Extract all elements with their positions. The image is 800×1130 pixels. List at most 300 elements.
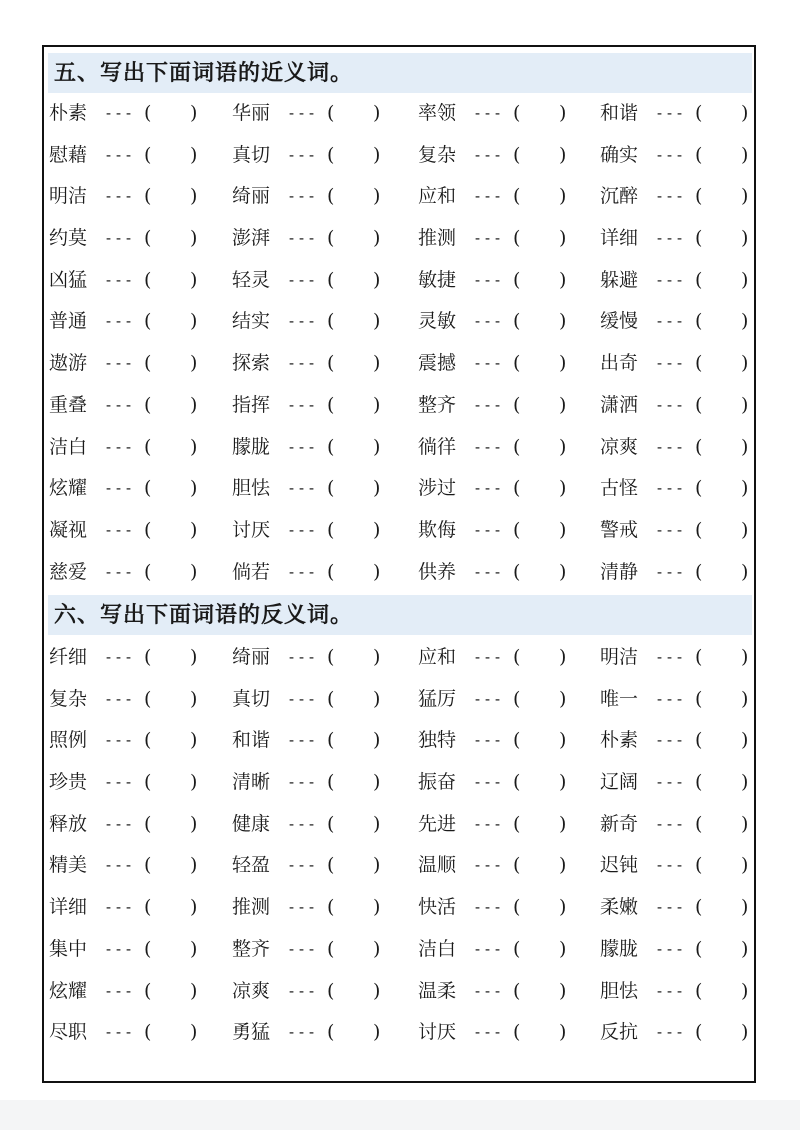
prompt-word: 明洁	[49, 185, 88, 208]
prompt-word: 率领	[418, 102, 457, 124]
answer-open-paren: (	[144, 896, 152, 919]
prompt-word: 普通	[49, 310, 88, 333]
dash-connector: ---	[104, 104, 135, 122]
dash-connector: ---	[473, 229, 504, 248]
exercise-item	[227, 301, 417, 343]
dash-connector: ---	[287, 354, 318, 373]
prompt-word: 先进	[418, 812, 457, 835]
exercise-item	[227, 762, 417, 804]
exercise-row	[44, 637, 754, 679]
exercise-item	[227, 385, 417, 427]
answer-open-paren: (	[513, 896, 521, 919]
dash-connector: ---	[473, 354, 504, 373]
prompt-word: 应和	[418, 646, 457, 668]
answer-close-paren: )	[559, 310, 567, 333]
exercise-row	[44, 804, 754, 846]
exercise-row	[44, 218, 754, 260]
exercise-item	[227, 218, 417, 260]
exercise-item	[413, 971, 603, 1013]
answer-open-paren: (	[513, 771, 521, 794]
exercise-row	[44, 135, 754, 177]
answer-open-paren: (	[327, 393, 335, 416]
dash-connector: ---	[104, 856, 135, 875]
dash-connector: ---	[287, 145, 318, 164]
answer-close-paren: )	[190, 1021, 198, 1044]
exercise-item	[227, 637, 417, 679]
exercise-row	[44, 679, 754, 721]
exercise-item	[44, 218, 234, 260]
answer-open-paren: (	[513, 687, 521, 710]
prompt-word: 照例	[49, 729, 88, 752]
dash-connector: ---	[104, 898, 135, 917]
dash-connector: ---	[655, 187, 686, 206]
answer-open-paren: (	[695, 227, 703, 250]
exercise-item	[413, 510, 603, 552]
dash-connector: ---	[104, 648, 135, 666]
exercise-item	[595, 637, 785, 679]
answer-open-paren: (	[513, 393, 521, 416]
exercise-item	[595, 887, 785, 929]
prompt-word: 精美	[49, 854, 88, 877]
dash-connector: ---	[473, 939, 504, 958]
answer-close-paren: )	[373, 687, 381, 710]
answer-close-paren: )	[559, 937, 567, 960]
exercise-row	[44, 510, 754, 552]
answer-open-paren: (	[144, 1021, 152, 1044]
dash-connector: ---	[287, 981, 318, 1000]
dash-connector: ---	[473, 773, 504, 792]
answer-close-paren: )	[190, 518, 198, 541]
exercise-row	[44, 260, 754, 302]
answer-open-paren: (	[513, 937, 521, 960]
prompt-word: 洁白	[418, 937, 457, 960]
exercise-item	[44, 720, 234, 762]
answer-open-paren: (	[695, 646, 703, 668]
dash-connector: ---	[287, 229, 318, 248]
answer-open-paren: (	[327, 687, 335, 710]
answer-close-paren: )	[373, 896, 381, 919]
exercise-item	[44, 762, 234, 804]
dash-connector: ---	[287, 856, 318, 875]
answer-open-paren: (	[695, 1021, 703, 1044]
answer-open-paren: (	[327, 143, 335, 166]
answer-close-paren: )	[559, 477, 567, 500]
answer-open-paren: (	[513, 185, 521, 208]
dash-connector: ---	[655, 773, 686, 792]
answer-open-paren: (	[327, 268, 335, 291]
exercise-item	[227, 552, 417, 594]
prompt-word: 胆怯	[232, 477, 271, 500]
answer-close-paren: )	[559, 687, 567, 710]
answer-open-paren: (	[695, 268, 703, 291]
answer-open-paren: (	[513, 435, 521, 458]
dash-connector: ---	[473, 520, 504, 539]
exercise-item	[595, 762, 785, 804]
prompt-word: 胆怯	[600, 979, 639, 1002]
answer-close-paren: )	[373, 227, 381, 250]
answer-close-paren: )	[190, 687, 198, 710]
dash-connector: ---	[287, 479, 318, 498]
dash-connector: ---	[655, 229, 686, 248]
answer-close-paren: )	[559, 979, 567, 1002]
dash-connector: ---	[287, 187, 318, 206]
dash-connector: ---	[287, 1023, 318, 1042]
dash-connector: ---	[104, 520, 135, 539]
prompt-word: 振奋	[418, 771, 457, 794]
prompt-word: 和谐	[600, 102, 639, 124]
exercise-item	[595, 929, 785, 971]
answer-open-paren: (	[513, 477, 521, 500]
answer-close-paren: )	[741, 227, 749, 250]
exercise-item	[595, 135, 785, 177]
prompt-word: 指挥	[232, 393, 271, 416]
dash-connector: ---	[473, 562, 504, 581]
exercise-row	[44, 971, 754, 1013]
exercise-item	[595, 93, 785, 135]
prompt-word: 朦胧	[600, 937, 639, 960]
prompt-word: 集中	[49, 937, 88, 960]
exercise-item	[413, 804, 603, 846]
dash-connector: ---	[473, 689, 504, 708]
prompt-word: 复杂	[49, 687, 88, 710]
dash-connector: ---	[655, 856, 686, 875]
answer-open-paren: (	[144, 477, 152, 500]
answer-open-paren: (	[513, 812, 521, 835]
exercise-item	[413, 929, 603, 971]
answer-open-paren: (	[695, 854, 703, 877]
answer-open-paren: (	[695, 393, 703, 416]
answer-close-paren: )	[190, 937, 198, 960]
answer-close-paren: )	[373, 1021, 381, 1044]
dash-connector: ---	[104, 229, 135, 248]
exercise-item	[227, 845, 417, 887]
exercise-item	[413, 93, 603, 135]
answer-open-paren: (	[144, 393, 152, 416]
answer-open-paren: (	[327, 185, 335, 208]
answer-close-paren: )	[741, 646, 749, 668]
exercise-row	[44, 887, 754, 929]
exercise-item	[413, 218, 603, 260]
prompt-word: 徜徉	[418, 435, 457, 458]
exercise-item	[44, 301, 234, 343]
dash-connector: ---	[473, 479, 504, 498]
answer-close-paren: )	[559, 896, 567, 919]
exercise-item	[595, 679, 785, 721]
prompt-word: 尽职	[49, 1021, 88, 1044]
answer-open-paren: (	[327, 771, 335, 794]
prompt-word: 凝视	[49, 518, 88, 541]
answer-open-paren: (	[695, 896, 703, 919]
exercise-item	[44, 385, 234, 427]
answer-close-paren: )	[741, 979, 749, 1002]
answer-close-paren: )	[559, 854, 567, 877]
prompt-word: 缓慢	[600, 310, 639, 333]
dash-connector: ---	[655, 354, 686, 373]
exercise-item	[44, 260, 234, 302]
exercise-item	[227, 929, 417, 971]
prompt-word: 复杂	[418, 143, 457, 166]
dash-connector: ---	[655, 1023, 686, 1042]
dash-connector: ---	[473, 731, 504, 750]
dash-connector: ---	[473, 856, 504, 875]
dash-connector: ---	[287, 773, 318, 792]
answer-open-paren: (	[695, 143, 703, 166]
prompt-word: 绮丽	[232, 185, 271, 208]
prompt-word: 朴素	[49, 102, 88, 124]
exercise-item	[44, 176, 234, 218]
dash-connector: ---	[104, 731, 135, 750]
prompt-word: 迟钝	[600, 854, 639, 877]
answer-close-paren: )	[373, 560, 381, 583]
section-6-rows	[44, 637, 754, 1054]
prompt-word: 轻灵	[232, 268, 271, 291]
exercise-item	[595, 720, 785, 762]
answer-open-paren: (	[513, 560, 521, 583]
prompt-word: 朦胧	[232, 435, 271, 458]
exercise-item	[595, 176, 785, 218]
answer-open-paren: (	[327, 310, 335, 333]
dash-connector: ---	[104, 437, 135, 456]
exercise-item	[227, 468, 417, 510]
exercise-item	[413, 845, 603, 887]
prompt-word: 涉过	[418, 477, 457, 500]
answer-close-paren: )	[741, 937, 749, 960]
exercise-row	[44, 93, 754, 135]
answer-close-paren: )	[190, 393, 198, 416]
dash-connector: ---	[287, 689, 318, 708]
exercise-row	[44, 427, 754, 469]
exercise-row	[44, 929, 754, 971]
answer-open-paren: (	[513, 102, 521, 124]
answer-close-paren: )	[741, 729, 749, 752]
answer-close-paren: )	[190, 435, 198, 458]
answer-open-paren: (	[513, 646, 521, 668]
answer-open-paren: (	[695, 560, 703, 583]
answer-close-paren: )	[741, 560, 749, 583]
answer-close-paren: )	[741, 518, 749, 541]
answer-close-paren: )	[190, 646, 198, 668]
exercise-item	[595, 260, 785, 302]
exercise-item	[595, 1012, 785, 1054]
answer-open-paren: (	[327, 812, 335, 835]
answer-close-paren: )	[190, 102, 198, 124]
prompt-word: 详细	[49, 896, 88, 919]
prompt-word: 潇洒	[600, 393, 639, 416]
exercise-item	[227, 343, 417, 385]
exercise-item	[44, 637, 234, 679]
answer-open-paren: (	[144, 771, 152, 794]
prompt-word: 供养	[418, 560, 457, 583]
exercise-item	[595, 218, 785, 260]
prompt-word: 真切	[232, 143, 271, 166]
section-5-rows	[44, 93, 754, 593]
answer-close-paren: )	[190, 729, 198, 752]
prompt-word: 灵敏	[418, 310, 457, 333]
answer-close-paren: )	[373, 352, 381, 375]
exercise-item	[413, 385, 603, 427]
answer-close-paren: )	[190, 268, 198, 291]
answer-close-paren: )	[373, 393, 381, 416]
prompt-word: 快活	[418, 896, 457, 919]
answer-open-paren: (	[513, 143, 521, 166]
dash-connector: ---	[104, 395, 135, 414]
answer-close-paren: )	[741, 102, 749, 124]
exercise-item	[413, 343, 603, 385]
exercise-item	[44, 552, 234, 594]
exercise-row	[44, 552, 754, 594]
answer-open-paren: (	[327, 518, 335, 541]
answer-open-paren: (	[513, 979, 521, 1002]
prompt-word: 探索	[232, 352, 271, 375]
answer-close-paren: )	[373, 310, 381, 333]
dash-connector: ---	[104, 270, 135, 289]
answer-close-paren: )	[373, 812, 381, 835]
answer-open-paren: (	[695, 435, 703, 458]
answer-close-paren: )	[190, 352, 198, 375]
prompt-word: 朴素	[600, 729, 639, 752]
prompt-word: 清晰	[232, 771, 271, 794]
answer-open-paren: (	[144, 979, 152, 1002]
exercise-item	[227, 1012, 417, 1054]
exercise-row	[44, 468, 754, 510]
dash-connector: ---	[287, 104, 318, 122]
answer-open-paren: (	[327, 896, 335, 919]
dash-connector: ---	[104, 939, 135, 958]
prompt-word: 唯一	[600, 687, 639, 710]
exercise-item	[413, 679, 603, 721]
exercise-item	[595, 804, 785, 846]
prompt-word: 健康	[232, 812, 271, 835]
answer-close-paren: )	[741, 896, 749, 919]
answer-close-paren: )	[741, 854, 749, 877]
dash-connector: ---	[104, 187, 135, 206]
worksheet	[42, 45, 756, 1083]
prompt-word: 辽阔	[600, 771, 639, 794]
prompt-word: 独特	[418, 729, 457, 752]
dash-connector: ---	[287, 520, 318, 539]
prompt-word: 重叠	[49, 393, 88, 416]
dash-connector: ---	[104, 479, 135, 498]
answer-open-paren: (	[327, 102, 335, 124]
prompt-word: 猛厉	[418, 687, 457, 710]
answer-open-paren: (	[327, 435, 335, 458]
answer-close-paren: )	[559, 435, 567, 458]
answer-open-paren: (	[144, 646, 152, 668]
exercise-item	[413, 720, 603, 762]
answer-close-paren: )	[190, 979, 198, 1002]
section-5-title: 五、写出下面词语的近义词。	[48, 53, 752, 93]
dash-connector: ---	[473, 270, 504, 289]
answer-close-paren: )	[559, 352, 567, 375]
answer-close-paren: )	[741, 268, 749, 291]
exercise-item	[227, 135, 417, 177]
answer-open-paren: (	[327, 937, 335, 960]
exercise-item	[413, 301, 603, 343]
dash-connector: ---	[104, 773, 135, 792]
answer-close-paren: )	[373, 979, 381, 1002]
answer-close-paren: )	[559, 268, 567, 291]
dash-connector: ---	[287, 814, 318, 833]
answer-close-paren: )	[190, 854, 198, 877]
exercise-row	[44, 762, 754, 804]
answer-close-paren: )	[559, 393, 567, 416]
prompt-word: 绮丽	[232, 646, 271, 668]
exercise-item	[595, 468, 785, 510]
prompt-word: 释放	[49, 812, 88, 835]
answer-close-paren: )	[559, 560, 567, 583]
answer-close-paren: )	[190, 143, 198, 166]
exercise-row	[44, 343, 754, 385]
prompt-word: 勇猛	[232, 1021, 271, 1044]
prompt-word: 温柔	[418, 979, 457, 1002]
prompt-word: 慈爱	[49, 560, 88, 583]
answer-close-paren: )	[373, 102, 381, 124]
answer-open-paren: (	[144, 185, 152, 208]
answer-open-paren: (	[144, 854, 152, 877]
answer-close-paren: )	[741, 477, 749, 500]
exercise-item	[595, 971, 785, 1013]
prompt-word: 纤细	[49, 646, 88, 668]
answer-close-paren: )	[741, 771, 749, 794]
prompt-word: 轻盈	[232, 854, 271, 877]
dash-connector: ---	[473, 395, 504, 414]
exercise-row	[44, 1012, 754, 1054]
exercise-item	[44, 135, 234, 177]
answer-open-paren: (	[513, 227, 521, 250]
exercise-item	[227, 93, 417, 135]
answer-close-paren: )	[559, 1021, 567, 1044]
prompt-word: 慰藉	[49, 143, 88, 166]
answer-close-paren: )	[559, 143, 567, 166]
exercise-item	[595, 343, 785, 385]
exercise-item	[227, 510, 417, 552]
exercise-item	[595, 301, 785, 343]
answer-close-paren: )	[559, 812, 567, 835]
exercise-item	[595, 552, 785, 594]
prompt-word: 结实	[232, 310, 271, 333]
dash-connector: ---	[473, 437, 504, 456]
answer-close-paren: )	[190, 560, 198, 583]
answer-close-paren: )	[559, 518, 567, 541]
answer-close-paren: )	[741, 143, 749, 166]
answer-open-paren: (	[513, 268, 521, 291]
answer-close-paren: )	[373, 477, 381, 500]
answer-close-paren: )	[559, 646, 567, 668]
answer-open-paren: (	[695, 518, 703, 541]
exercise-item	[227, 679, 417, 721]
answer-close-paren: )	[190, 896, 198, 919]
answer-close-paren: )	[373, 771, 381, 794]
answer-close-paren: )	[190, 477, 198, 500]
exercise-row	[44, 176, 754, 218]
dash-connector: ---	[473, 312, 504, 331]
prompt-word: 沉醉	[600, 185, 639, 208]
dash-connector: ---	[104, 354, 135, 373]
answer-open-paren: (	[695, 687, 703, 710]
answer-open-paren: (	[144, 729, 152, 752]
answer-close-paren: )	[741, 185, 749, 208]
dash-connector: ---	[655, 145, 686, 164]
prompt-word: 柔嫩	[600, 896, 639, 919]
dash-connector: ---	[655, 981, 686, 1000]
prompt-word: 珍贵	[49, 771, 88, 794]
dash-connector: ---	[473, 104, 504, 122]
dash-connector: ---	[287, 312, 318, 331]
exercise-item	[44, 887, 234, 929]
answer-open-paren: (	[144, 518, 152, 541]
exercise-item	[595, 427, 785, 469]
answer-close-paren: )	[373, 854, 381, 877]
